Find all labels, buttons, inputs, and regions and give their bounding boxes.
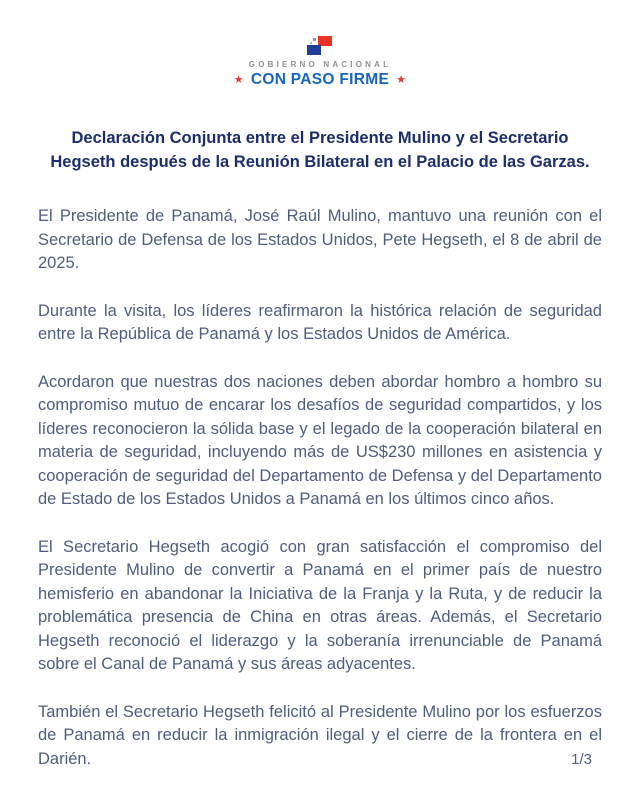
- document-body: [0, 205, 640, 771]
- logo-slogan-text: CON PASO FIRME: [250, 71, 390, 88]
- page-number: 1/3: [571, 751, 592, 768]
- flag-dot-icon: [310, 42, 312, 44]
- logo-text-con-paso-firme: [0, 71, 640, 89]
- document-title: [0, 126, 640, 174]
- flag-blue-rect-icon: [307, 45, 321, 55]
- paragraph: También el Secretario Hegseth felicitó al Presidente Mulino por los esfuerzos de Panamá en reducir la inmigración ilegal y el cierre de la frontera en el Darién.: [38, 702, 602, 768]
- logo-text-gobierno-nacional: GOBIERNO NACIONAL: [248, 60, 392, 69]
- paragraph: El Secretario Hegseth acogió con gran satisfacción el compromiso del Presidente Mulino de convertir a Panamá en el primer país de nuestro hemisferio en abandonar la Iniciativa de la Franja y la Ruta, y de reducir la problemática presencia de China en otras áreas. Además, el Secretario Hegseth reconoció el liderazgo y la soberanía irrenunciable de Panamá sobre el Canal de Panamá y sus áreas adyacentes.: [38, 537, 602, 673]
- paragraph: El Presidente de Panamá, José Raúl Mulino, mantuvo una reunión con el Secretario de Defensa de los Estados Unidos, Pete Hegseth, el 8 de abril de 2025.: [38, 207, 602, 272]
- document-title-line-1: Declaración Conjunta entre el Presidente Mulino y el Secretario: [71, 129, 569, 147]
- star-right-icon: ★: [396, 74, 407, 86]
- panama-flag-icon: [307, 36, 333, 57]
- star-left-icon: ★: [233, 74, 244, 86]
- flag-dot-icon: [313, 38, 316, 41]
- document-title-line-2: Hegseth después de la Reunión Bilateral en el Palacio de las Garzas.: [50, 153, 590, 171]
- paragraph: Durante la visita, los líderes reafirmaron la histórica relación de seguridad entre la República de Panamá y los Estados Unidos de América.: [38, 301, 602, 343]
- paragraph: Acordaron que nuestras dos naciones deben abordar hombro a hombro su compromiso mutuo de encarar los desafíos de seguridad compartidos, y los líderes reconocieron la sólida base y el legado de la cooperación bilateral en materia de seguridad, incluyendo más de US$230 millones en asistencia y cooperación de seguridad del Departamento de Defensa y del Departamento de Estado de los Estados Unidos a Panamá en los últimos cinco años.: [38, 372, 602, 508]
- government-logo: [0, 0, 640, 89]
